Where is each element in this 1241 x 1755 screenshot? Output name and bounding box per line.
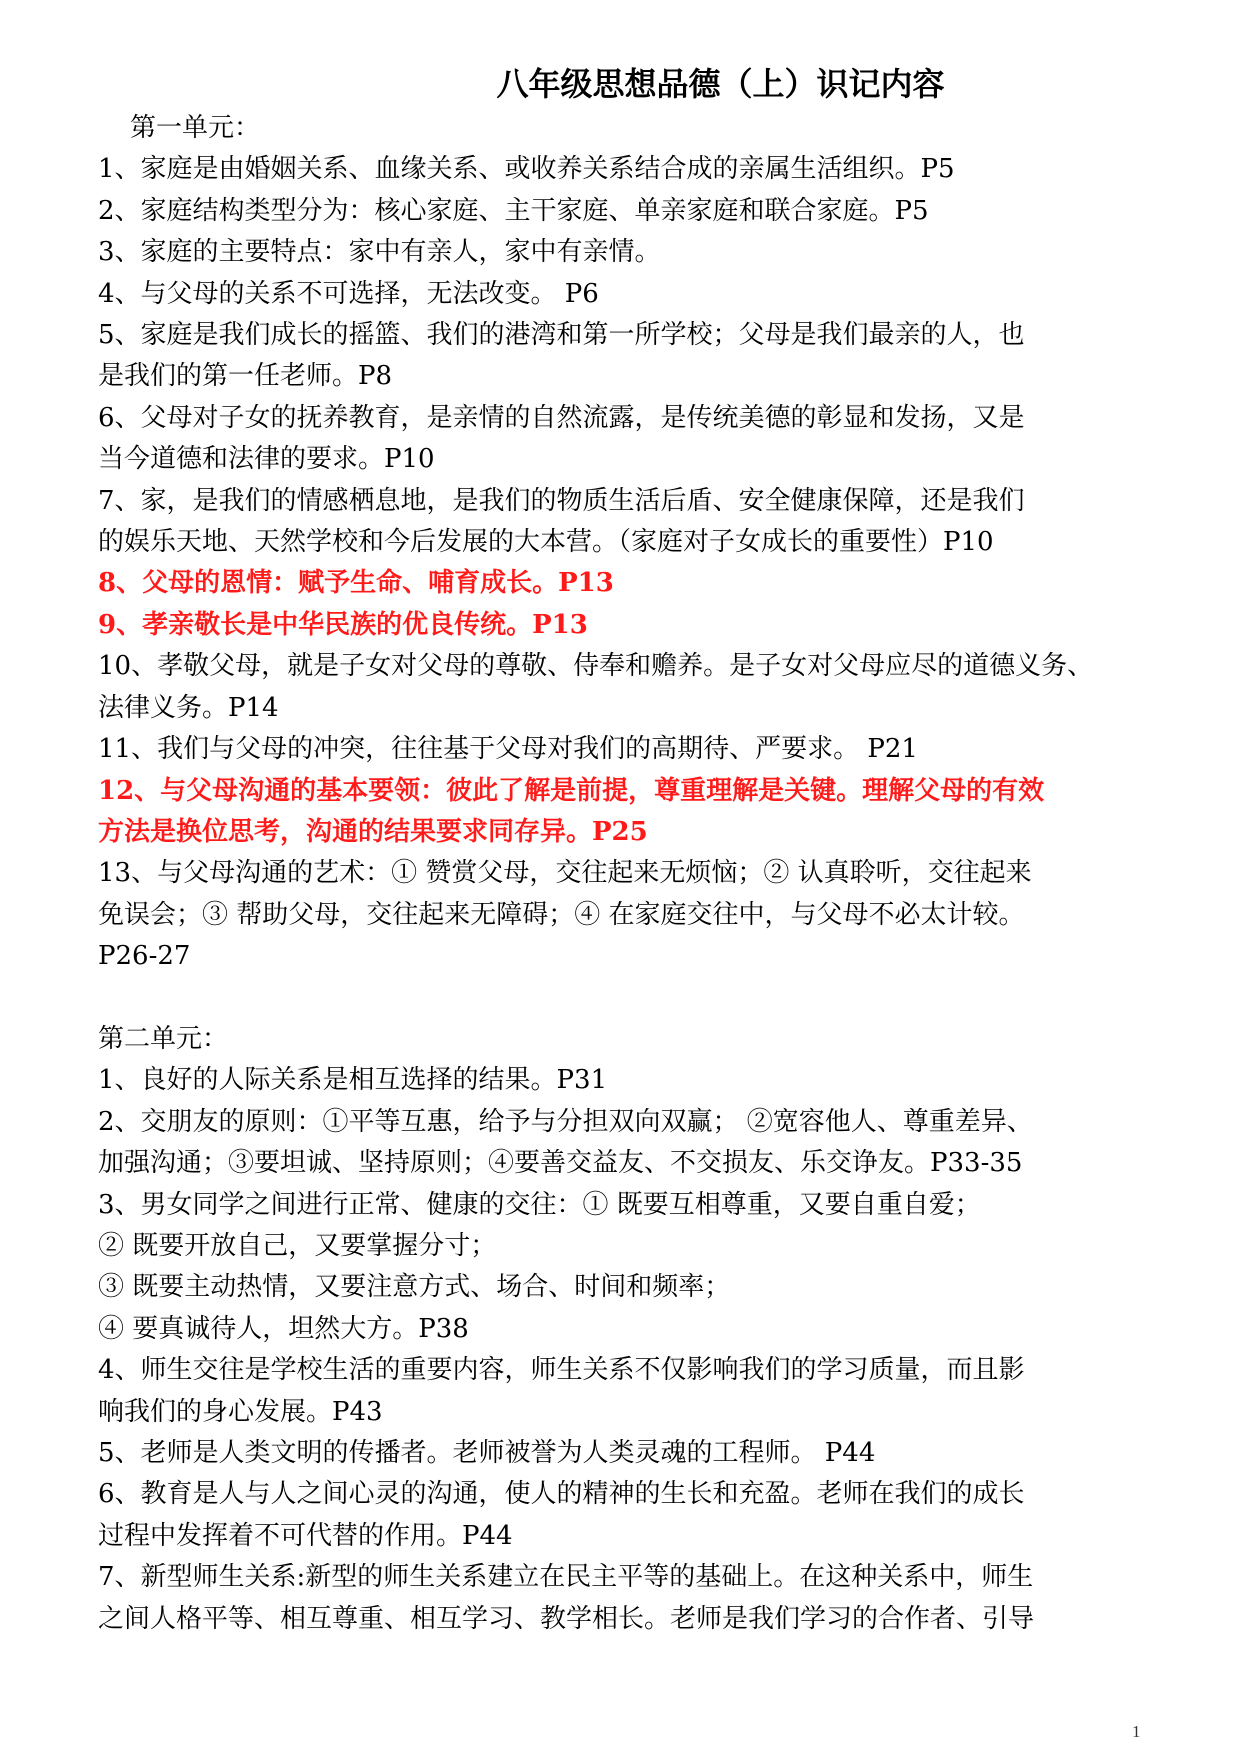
- unit1-line: P26-27: [98, 941, 191, 972]
- unit2-line: ③ 既要主动热情，又要注意方式、场合、时间和频率；: [98, 1272, 731, 1303]
- unit2-line: 6、教育是人与人之间心灵的沟通，使人的精神的生长和充盈。老师在我们的成长: [98, 1479, 1025, 1510]
- document-body: [98, 108, 1148, 1640]
- unit1-line: 法律义务。P14: [98, 692, 279, 723]
- unit2-line: 过程中发挥着不可代替的作用。P44: [98, 1520, 513, 1551]
- page-number: 1: [1132, 1722, 1141, 1741]
- unit1-line: 7、家，是我们的情感栖息地，是我们的物质生活后盾、安全健康保障，还是我们: [98, 485, 1025, 516]
- unit2-line: 5、老师是人类文明的传播者。老师被誉为人类灵魂的工程师。 P44: [98, 1437, 876, 1468]
- unit1-line: 11、我们与父母的冲突，往往基于父母对我们的高期待、严要求。 P21: [98, 734, 918, 765]
- unit1-line: 免误会；③ 帮助父母，交往起来无障碍；④ 在家庭交往中，与父母不必太计较。: [98, 899, 1025, 930]
- unit1-line: 3、家庭的主要特点：家中有亲人，家中有亲情。: [98, 237, 661, 268]
- unit1-heading: 第一单元：: [130, 113, 261, 143]
- unit2-line: 1、良好的人际关系是相互选择的结果。P31: [98, 1065, 608, 1096]
- unit2-line: 响我们的身心发展。P43: [98, 1396, 383, 1427]
- unit2-line: 2、交朋友的原则：①平等互惠，给予与分担双向双赢； ②宽容他人、尊重差异、: [98, 1106, 1033, 1137]
- unit2-line: 加强沟通；③要坦诚、坚持原则；④要善交益友、不交损友、乐交诤友。P33-35: [98, 1148, 1023, 1179]
- unit1-line-highlight: 8、父母的恩情：赋予生命、哺育成长。P13: [98, 568, 614, 599]
- unit1-line-highlight: 12、与父母沟通的基本要领：彼此了解是前提，尊重理解是关键。理解父母的有效: [98, 775, 1045, 806]
- unit1-line: 13、与父母沟通的艺术：① 赞赏父母，交往起来无烦恼；② 认真聆听，交往起来: [98, 858, 1032, 889]
- unit1-line: 6、父母对子女的抚养教育，是亲情的自然流露，是传统美德的彰显和发扬，又是: [98, 402, 1025, 433]
- unit1-line: 4、与父母的关系不可选择，无法改变。 P6: [98, 278, 599, 309]
- unit2-line: 4、师生交往是学校生活的重要内容，师生关系不仅影响我们的学习质量，而且影: [98, 1355, 1025, 1386]
- unit1-line: 是我们的第一任老师。P8: [98, 361, 393, 392]
- unit1-line-highlight: 方法是换位思考，沟通的结果要求同存异。P25: [98, 816, 648, 847]
- unit2-line: ② 既要开放自己，又要掌握分寸；: [98, 1230, 497, 1261]
- unit2-heading: 第二单元：: [98, 1023, 229, 1054]
- unit1-line: 5、家庭是我们成长的摇篮、我们的港湾和第一所学校；父母是我们最亲的人，也: [98, 320, 1025, 351]
- unit1-line-highlight: 9、孝亲敬长是中华民族的优良传统。P13: [98, 609, 588, 640]
- document-title: 八年级思想品德（上）识记内容: [496, 65, 945, 103]
- unit2-line: 之间人格平等、相互尊重、相互学习、教学相长。老师是我们学习的合作者、引导: [98, 1603, 1035, 1634]
- unit1-line: 的娱乐天地、天然学校和今后发展的大本营。（家庭对子女成长的重要性）P10: [98, 527, 994, 558]
- unit1-line: 2、家庭结构类型分为：核心家庭、主干家庭、单亲家庭和联合家庭。P5: [98, 195, 929, 226]
- unit1-line: 1、家庭是由婚姻关系、血缘关系、或收养关系结合成的亲属生活组织。P5: [98, 154, 955, 185]
- unit2-line: 3、男女同学之间进行正常、健康的交往：① 既要互相尊重，又要自重自爱；: [98, 1189, 981, 1220]
- unit2-line: ④ 要真诚待人，坦然大方。P38: [98, 1313, 469, 1344]
- unit2-line: 7、新型师生关系:新型的师生关系建立在民主平等的基础上。在这种关系中，师生: [98, 1562, 1034, 1593]
- unit1-line: 当今道德和法律的要求。P10: [98, 444, 435, 475]
- section-gap: [98, 978, 1148, 1019]
- unit1-line: 10、孝敬父母，就是子女对父母的尊敬、侍奉和赡养。是子女对父母应尽的道德义务、: [98, 651, 1094, 682]
